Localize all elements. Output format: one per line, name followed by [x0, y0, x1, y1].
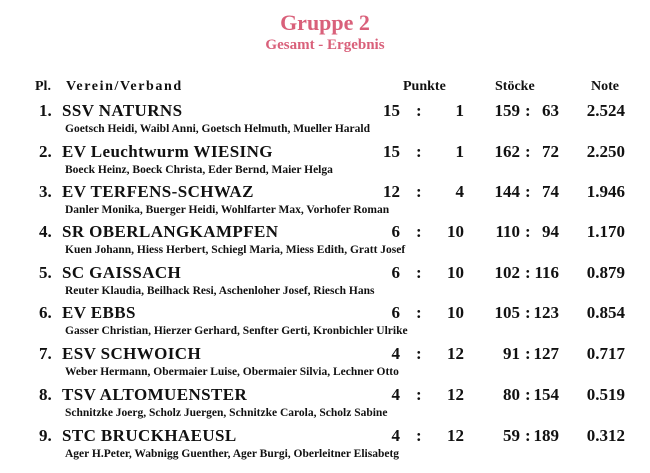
sticks-separator: : [525, 344, 531, 363]
club-name: SC GAISSACH [62, 263, 182, 282]
club-name: SSV NATURNS [62, 101, 183, 120]
points-lost: 1 [455, 101, 464, 120]
club-name: EV TERFENS-SCHWAZ [62, 182, 254, 201]
club-name: ESV SCHWOICH [62, 344, 202, 363]
sticks-for: 91 [503, 344, 520, 363]
result-row [0, 182, 650, 222]
sticks-for: 59 [503, 426, 520, 445]
points-separator: : [416, 182, 422, 201]
sticks-against: 63 [542, 101, 559, 120]
sticks-against: 189 [533, 426, 559, 445]
rating: 0.312 [586, 426, 625, 445]
sticks-separator: : [525, 182, 531, 201]
sticks-separator: : [525, 142, 531, 161]
rating: 0.854 [586, 303, 625, 322]
sticks-against: 116 [534, 263, 559, 282]
result-row [0, 142, 650, 182]
header-points: Punkte [403, 79, 446, 94]
points-lost: 12 [447, 426, 464, 445]
sticks-separator: : [525, 222, 531, 241]
team-members: Ager H.Peter, Wabnigg Guenther, Ager Burgi, Oberleitner Elisabetg [65, 448, 400, 460]
team-members: Goetsch Heidi, Waibl Anni, Goetsch Helmuth, Mueller Harald [65, 123, 370, 135]
place: 7. [39, 344, 52, 363]
sticks-for: 102 [494, 263, 520, 282]
rating: 1.170 [586, 222, 625, 241]
place: 5. [39, 263, 52, 282]
sticks-against: 74 [542, 182, 559, 201]
sticks-for: 144 [494, 182, 520, 201]
points-lost: 12 [447, 385, 464, 404]
points-lost: 1 [455, 142, 464, 161]
points-lost: 4 [455, 182, 464, 201]
place: 2. [39, 142, 52, 161]
club-name: TSV ALTOMUENSTER [62, 385, 248, 404]
header-club: Verein/Verband [66, 79, 183, 94]
sticks-against: 127 [533, 344, 559, 363]
team-members: Weber Hermann, Obermaier Luise, Obermaier Silvia, Lechner Otto [65, 366, 399, 378]
result-row [0, 303, 650, 343]
points-separator: : [416, 385, 422, 404]
sticks-against: 72 [542, 142, 559, 161]
points-won: 6 [391, 303, 400, 322]
points-lost: 10 [447, 222, 464, 241]
sticks-separator: : [525, 385, 531, 404]
sticks-for: 159 [494, 101, 520, 120]
points-separator: : [416, 263, 422, 282]
rating: 1.946 [586, 182, 625, 201]
sticks-separator: : [525, 303, 531, 322]
rating: 0.519 [586, 385, 625, 404]
team-members: Schnitzke Joerg, Scholz Juergen, Schnitzke Carola, Scholz Sabine [65, 407, 388, 419]
page-subtitle: Gesamt - Ergebnis [265, 37, 385, 53]
points-separator: : [416, 426, 422, 445]
points-separator: : [416, 303, 422, 322]
sticks-for: 105 [494, 303, 520, 322]
points-lost: 10 [447, 303, 464, 322]
points-separator: : [416, 222, 422, 241]
points-won: 4 [391, 344, 400, 363]
sticks-for: 80 [503, 385, 520, 404]
points-won: 15 [383, 101, 400, 120]
rating: 2.524 [586, 101, 625, 120]
place: 4. [39, 222, 52, 241]
place: 9. [39, 426, 52, 445]
sticks-separator: : [525, 426, 531, 445]
team-members: Reuter Klaudia, Beilhack Resi, Aschenloher Josef, Riesch Hans [65, 285, 375, 297]
sticks-separator: : [525, 263, 531, 282]
place: 6. [39, 303, 52, 322]
result-row [0, 385, 650, 425]
page-title: Gruppe 2 [280, 10, 370, 35]
team-members: Boeck Heinz, Boeck Christa, Eder Bernd, Maier Helga [65, 164, 333, 176]
points-separator: : [416, 142, 422, 161]
rating: 0.879 [586, 263, 625, 282]
header-place: Pl. [35, 79, 51, 94]
place: 1. [39, 101, 52, 120]
result-row [0, 263, 650, 303]
place: 8. [39, 385, 52, 404]
points-won: 15 [383, 142, 400, 161]
result-row [0, 426, 650, 466]
sticks-against: 154 [533, 385, 559, 404]
club-name: EV Leuchtwurm WIESING [62, 142, 273, 161]
result-row [0, 101, 650, 141]
rating: 0.717 [586, 344, 625, 363]
sticks-for: 110 [495, 222, 520, 241]
place: 3. [39, 182, 52, 201]
rating: 2.250 [586, 142, 625, 161]
points-separator: : [416, 101, 422, 120]
points-won: 12 [383, 182, 400, 201]
club-name: EV EBBS [62, 303, 136, 322]
sticks-against: 123 [533, 303, 559, 322]
points-lost: 12 [447, 344, 464, 363]
points-won: 4 [391, 426, 400, 445]
points-lost: 10 [447, 263, 464, 282]
result-row [0, 344, 650, 384]
team-members: Kuen Johann, Hiess Herbert, Schiegl Maria, Miess Edith, Gratt Josef [65, 244, 406, 256]
points-separator: : [416, 344, 422, 363]
sticks-separator: : [525, 101, 531, 120]
team-members: Danler Monika, Buerger Heidi, Wohlfarter Max, Vorhofer Roman [65, 204, 390, 216]
club-name: STC BRUCKHAEUSL [62, 426, 237, 445]
club-name: SR OBERLANGKAMPFEN [62, 222, 279, 241]
points-won: 4 [391, 385, 400, 404]
points-won: 6 [391, 222, 400, 241]
result-row [0, 222, 650, 262]
points-won: 6 [391, 263, 400, 282]
sticks-against: 94 [542, 222, 559, 241]
team-members: Gasser Christian, Hierzer Gerhard, Senfter Gerti, Kronbichler Ulrike [65, 325, 408, 337]
sticks-for: 162 [494, 142, 520, 161]
header-rating: Note [591, 79, 619, 94]
header-sticks: Stöcke [495, 79, 535, 94]
